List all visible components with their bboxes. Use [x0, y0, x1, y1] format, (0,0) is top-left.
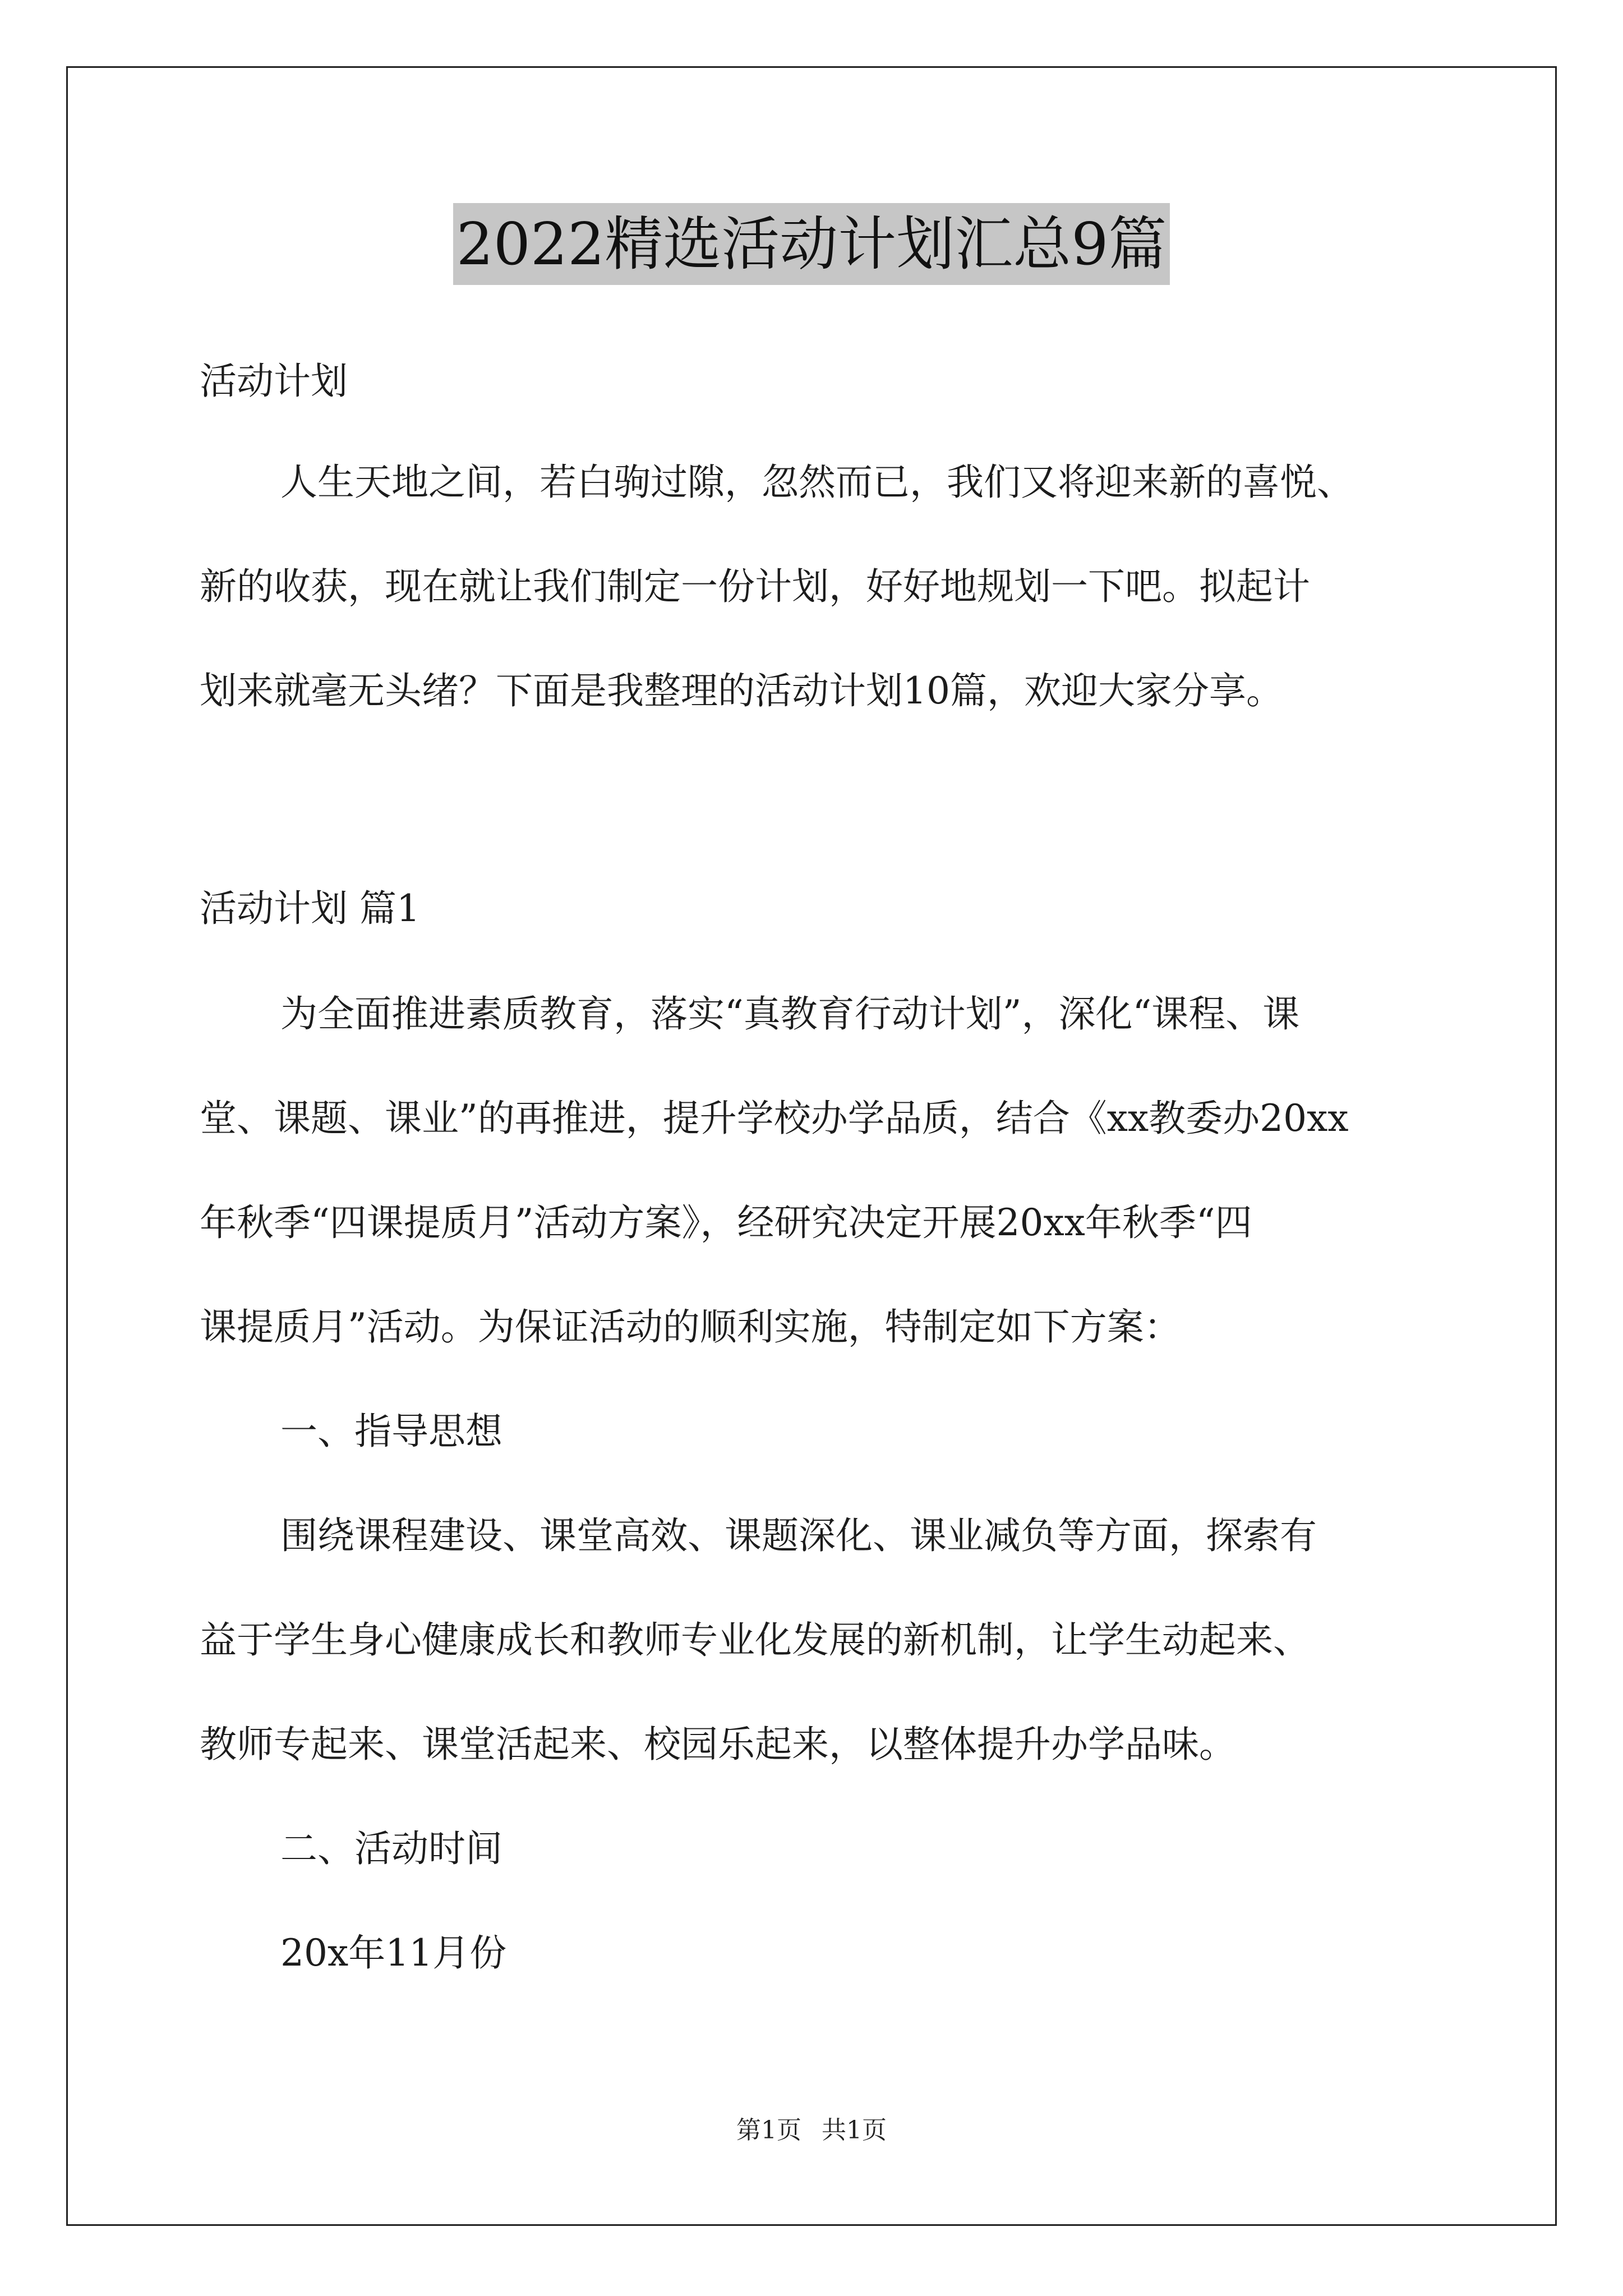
intro-line: 人生天地之间，若白驹过隙，忽然而已，我们又将迎来新的喜悦、: [280, 461, 1354, 504]
subheading-activity-time: 二、活动时间: [280, 1827, 502, 1870]
document-title: 2022精选活动计划汇总9篇: [453, 203, 1170, 285]
subheading-guiding-ideology: 一、指导思想: [280, 1410, 502, 1453]
page-number: 第1页: [736, 2116, 801, 2145]
title-container: [0, 203, 1623, 285]
page-total: 共1页: [822, 2116, 887, 2145]
paragraph-line: 课提质月”活动。为保证活动的顺利实施，特制定如下方案：: [200, 1305, 1181, 1349]
intro-line: 新的收获，现在就让我们制定一份计划，好好地规划一下吧。拟起计: [200, 565, 1310, 608]
paragraph-line: 教师专起来、课堂活起来、校园乐起来，以整体提升办学品味。: [200, 1723, 1236, 1766]
page-footer: [0, 2114, 1623, 2147]
intro-line: 划来就毫无头绪？下面是我整理的活动计划10篇，欢迎大家分享。: [200, 669, 1283, 712]
paragraph-line: 为全面推进素质教育，落实“真教育行动计划”，深化“课程、课: [280, 992, 1300, 1036]
paragraph-line: 年秋季“四课提质月”活动方案》，经研究决定开展20xx年秋季“四: [200, 1201, 1252, 1244]
intro-heading: 活动计划: [200, 360, 348, 403]
paragraph-line: 围绕课程建设、课堂高效、课题深化、课业减负等方面，探索有: [280, 1514, 1317, 1557]
section-heading: 活动计划 篇1: [200, 887, 420, 930]
paragraph-line: 益于学生身心健康成长和教师专业化发展的新机制，让学生动起来、: [200, 1618, 1310, 1662]
activity-time-value: 20x年11月份: [280, 1931, 507, 1975]
paragraph-line: 堂、课题、课业”的再推进，提升学校办学品质，结合《xx教委办20xx: [200, 1097, 1349, 1140]
